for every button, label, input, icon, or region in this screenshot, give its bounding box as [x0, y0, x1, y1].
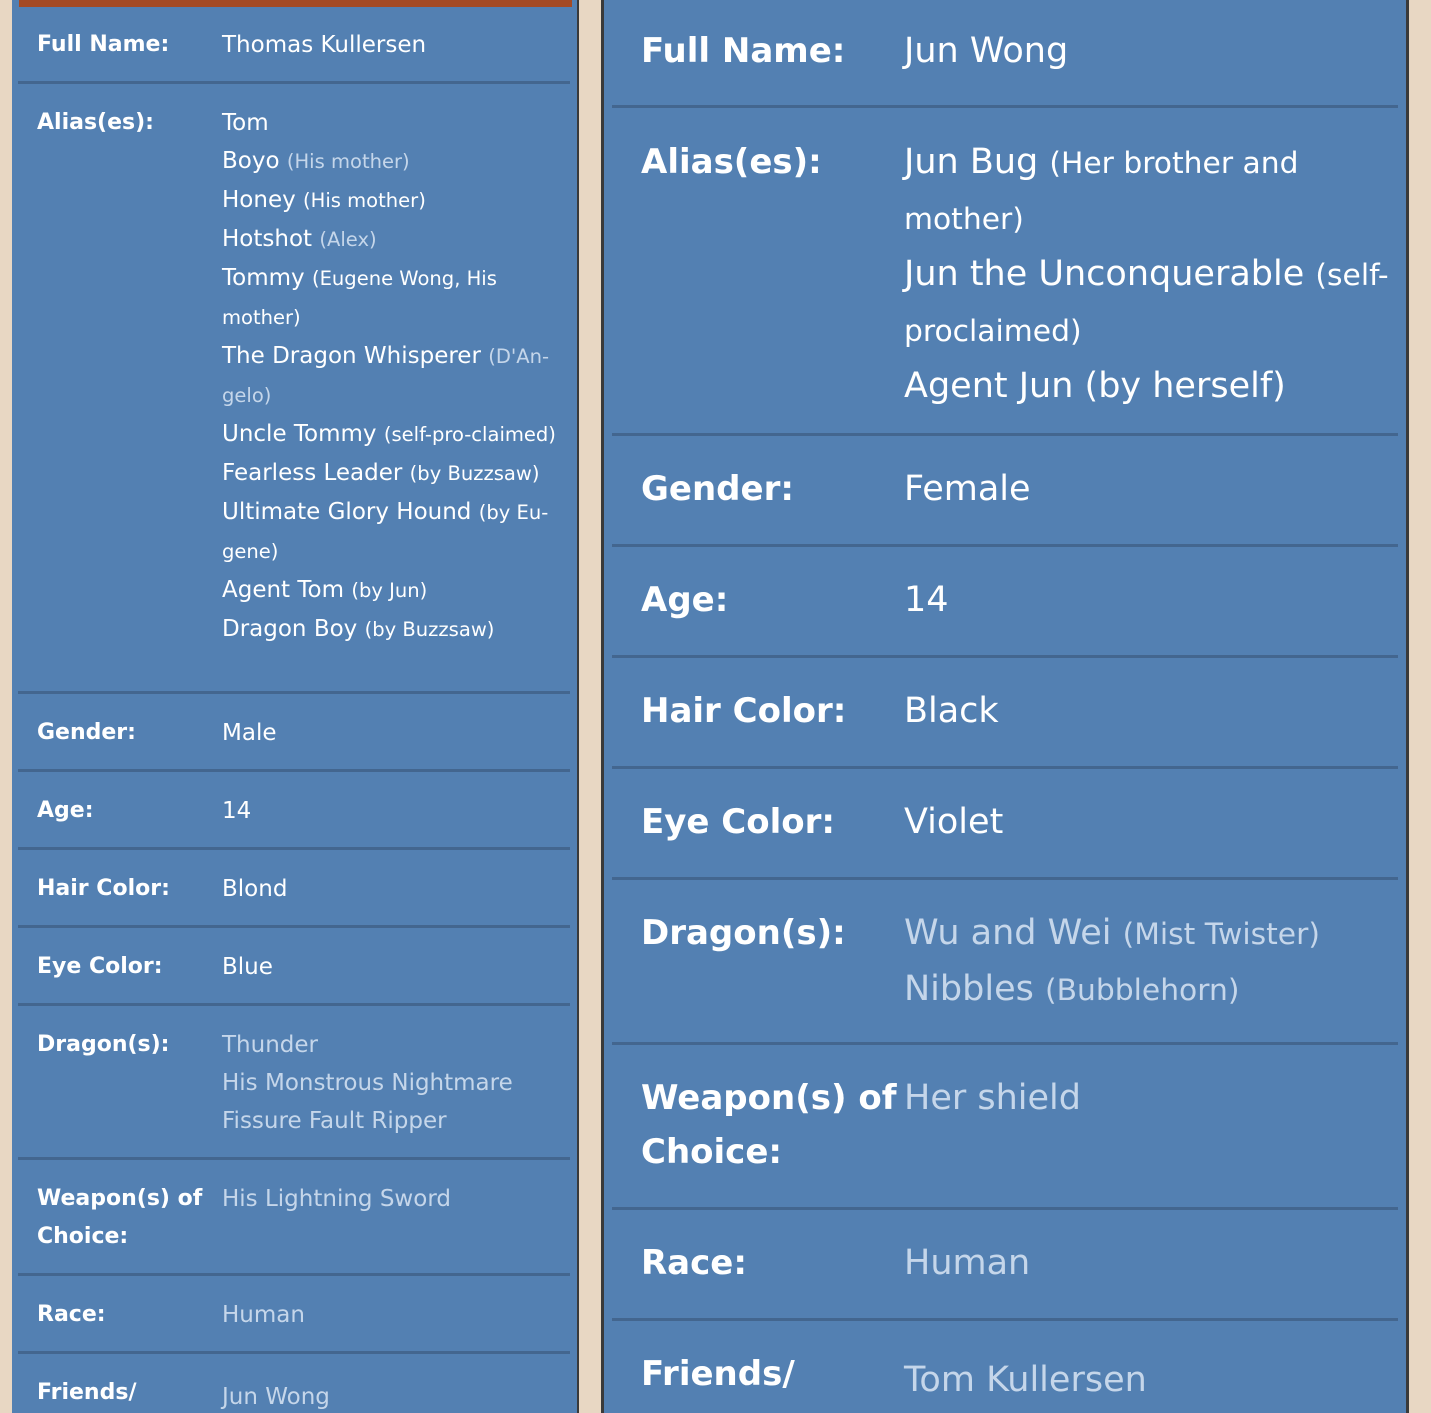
label-hair-color: Hair Color: — [37, 876, 170, 901]
alias-item: Dragon Boy (by Buzzsaw) — [222, 616, 495, 642]
label-race: Race: — [641, 1243, 747, 1283]
row-race — [18, 1276, 570, 1354]
row-dragons — [18, 1006, 570, 1160]
alias-item: Jun the Unconquerable (self-proclaimed) — [904, 254, 1389, 349]
row-hair-color — [18, 850, 570, 928]
accent-bar — [19, 0, 572, 7]
alias-item: Jun Bug (Her brother and mother) — [904, 142, 1299, 237]
alias-item: Agent Tom (by Jun) — [222, 577, 428, 603]
row-aliases — [18, 84, 570, 694]
label-aliases: Alias(es): — [37, 110, 154, 135]
dragon-link[interactable]: Fissure Fault Ripper — [222, 1108, 447, 1134]
label-eye-color: Eye Color: — [37, 954, 163, 979]
label-age: Age: — [641, 580, 729, 620]
alias-item: Ultimate Glory Hound (by Eu-gene) — [222, 499, 549, 563]
alias-item: Agent Jun (by herself) — [904, 366, 1286, 406]
value-hair-color: Blond — [222, 876, 288, 902]
label-full-name: Full Name: — [641, 31, 846, 71]
label-aliases: Alias(es): — [641, 142, 822, 182]
value-race[interactable]: Human — [904, 1243, 1031, 1283]
label-hair-color: Hair Color: — [641, 691, 847, 731]
row-aliases — [612, 108, 1398, 436]
right-character-card — [601, 0, 1409, 1413]
label-friends: Friends/ — [641, 1354, 795, 1394]
dragon-link[interactable]: Wu and Wei (Mist Twister) — [904, 913, 1320, 953]
row-friends — [18, 1354, 570, 1413]
row-age — [612, 547, 1398, 658]
row-full-name — [18, 7, 570, 84]
dragon-link[interactable]: Nibbles (Bubblehorn) — [904, 969, 1240, 1009]
value-eye-color: Blue — [222, 954, 273, 980]
row-gender — [612, 436, 1398, 547]
alias-item: Uncle Tommy (self-pro-claimed) — [222, 421, 556, 447]
row-race — [612, 1210, 1398, 1321]
row-hair-color — [612, 658, 1398, 769]
value-hair-color: Black — [904, 691, 999, 731]
label-dragons: Dragon(s): — [641, 913, 846, 953]
dragon-link[interactable]: His Monstrous Nightmare — [222, 1070, 513, 1096]
value-aliases — [222, 104, 570, 691]
value-gender: Male — [222, 720, 277, 746]
left-character-card — [12, 0, 579, 1413]
label-weapon: Weapon(s) of Choice: — [641, 1078, 897, 1172]
value-age: 14 — [904, 580, 949, 620]
label-gender: Gender: — [641, 469, 794, 509]
label-weapon: Weapon(s) of Choice: — [37, 1186, 203, 1249]
alias-item: Tommy (Eugene Wong, His mother) — [222, 265, 497, 329]
row-friends — [612, 1321, 1398, 1413]
value-eye-color: Violet — [904, 802, 1004, 842]
row-gender — [18, 694, 570, 772]
value-aliases — [904, 135, 1398, 433]
row-eye-color — [18, 928, 570, 1006]
value-race[interactable]: Human — [222, 1302, 305, 1328]
row-weapon — [612, 1045, 1398, 1210]
value-full-name: Thomas Kullersen — [222, 32, 427, 58]
value-friends[interactable]: Tom Kullersen — [904, 1360, 1147, 1400]
value-dragons — [222, 1026, 570, 1157]
label-full-name: Full Name: — [37, 32, 170, 57]
label-race: Race: — [37, 1302, 106, 1327]
alias-item: Fearless Leader (by Buzzsaw) — [222, 460, 540, 486]
row-eye-color — [612, 769, 1398, 880]
label-gender: Gender: — [37, 720, 136, 745]
alias-item: Hotshot (Alex) — [222, 226, 377, 252]
value-dragons — [904, 906, 1398, 1042]
value-friends[interactable]: Jun Wong — [222, 1384, 330, 1410]
dragon-link[interactable]: Thunder — [222, 1032, 318, 1058]
row-dragons — [612, 880, 1398, 1045]
value-full-name: Jun Wong — [904, 31, 1069, 71]
alias-item: The Dragon Whisperer (D'An-gelo) — [222, 343, 550, 407]
label-friends: Friends/ — [37, 1380, 137, 1405]
alias-item: Tom — [222, 110, 269, 136]
row-age — [18, 772, 570, 850]
value-weapon[interactable]: His Lightning Sword — [222, 1186, 451, 1212]
label-eye-color: Eye Color: — [641, 802, 835, 842]
alias-item: Boyo (His mother) — [222, 148, 410, 174]
row-weapon — [18, 1160, 570, 1276]
label-age: Age: — [37, 798, 94, 823]
row-full-name — [612, 0, 1398, 108]
label-dragons: Dragon(s): — [37, 1032, 170, 1057]
value-age: 14 — [222, 798, 252, 824]
value-weapon[interactable]: Her shield — [904, 1078, 1081, 1118]
value-gender: Female — [904, 469, 1031, 509]
alias-item: Honey (His mother) — [222, 187, 426, 213]
